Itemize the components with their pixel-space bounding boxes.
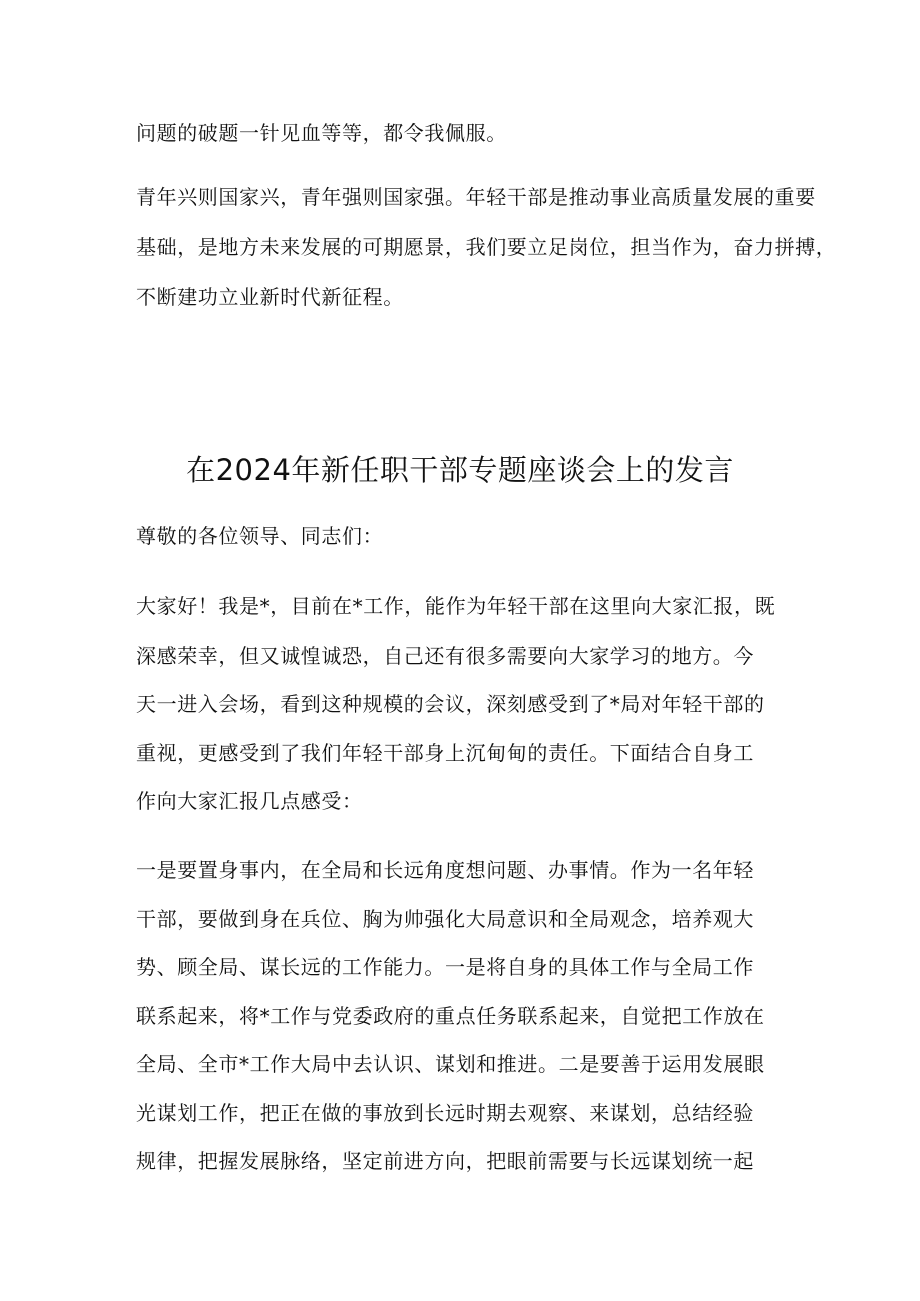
document-title: 在2024年新任职干部专题座谈会上的发言: [186, 453, 734, 487]
text-line: 基础，是地方未来发展的可期愿景，我们要立足岗位，担当作为，奋力拼搏，: [136, 235, 837, 259]
text-line: 重视，更感受到了我们年轻干部身上沉甸甸的责任。下面结合自身工: [136, 741, 754, 765]
text-line: 一是要置身事内，在全局和长远角度想问题、办事情。作为一名年轻: [136, 858, 754, 882]
text-line: 势、顾全局、谋长远的工作能力。一是将自身的具体工作与全局工作: [136, 955, 754, 979]
text-line: 干部，要做到身在兵位、胸为帅强化大局意识和全局观念，培养观大: [136, 907, 754, 931]
text-line: 作向大家汇报几点感受：: [136, 789, 363, 813]
salutation: 尊敬的各位领导、同志们：: [136, 524, 384, 548]
text-line: 光谋划工作，把正在做的事放到长远时期去观察、来谋划，总结经验: [136, 1101, 754, 1125]
text-line: 规律，把握发展脉络，坚定前进方向，把眼前需要与长远谋划统一起: [136, 1149, 754, 1173]
text-line: 深感荣幸，但又诚惶诚恐，自己还有很多需要向大家学习的地方。今: [136, 644, 754, 668]
text-line: 天一进入会场，看到这种规模的会议，深刻感受到了*局对年轻干部的: [136, 692, 765, 716]
text-line: 青年兴则国家兴，青年强则国家强。年轻干部是推动事业高质量发展的重要: [136, 185, 816, 209]
text-line: 大家好！我是*，目前在*工作，能作为年轻干部在这里向大家汇报，既: [136, 594, 776, 618]
text-line: 联系起来，将*工作与党委政府的重点任务联系起来，自觉把工作放在: [136, 1004, 765, 1028]
text-line: 问题的破题一针见血等等，都令我佩服。: [136, 121, 507, 145]
text-line: 不断建功立业新时代新征程。: [136, 285, 404, 309]
text-line: 全局、全市*工作大局中去认识、谋划和推进。二是要善于运用发展眼: [136, 1052, 765, 1076]
